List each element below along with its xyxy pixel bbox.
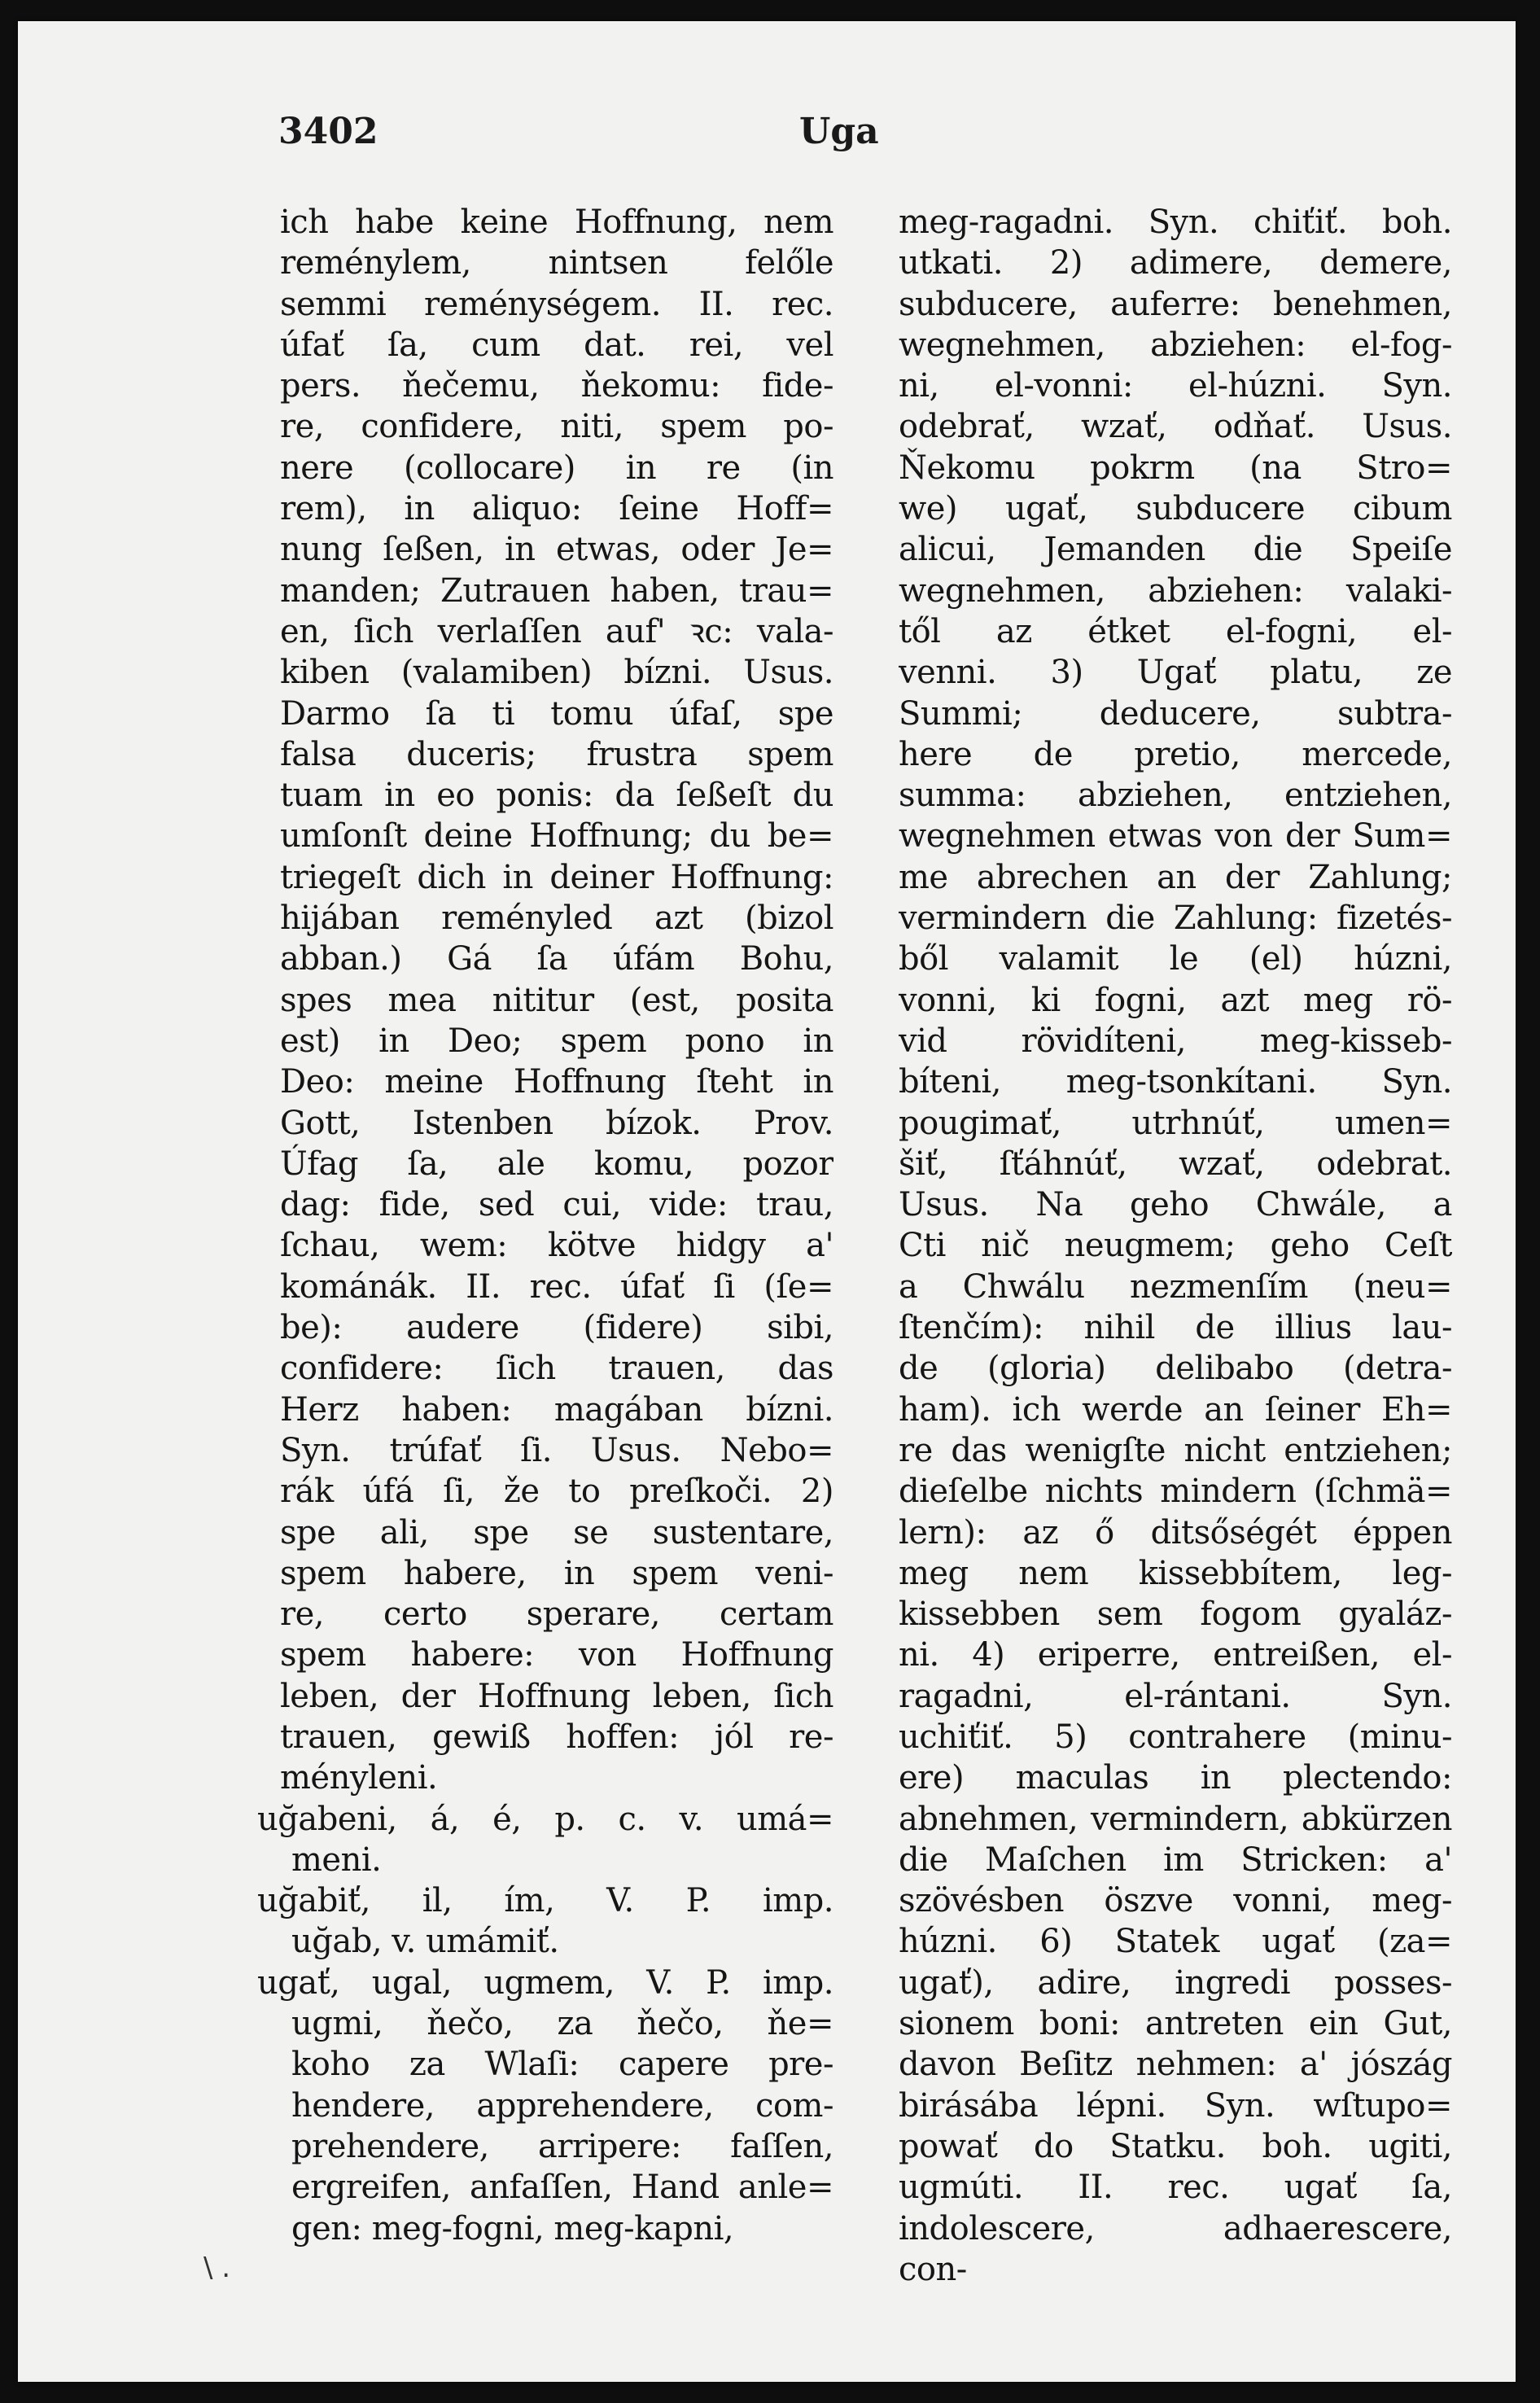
text-line: Gott, Istenben bízok. Prov. — [280, 1104, 833, 1142]
text-line: Deo: meine Hoffnung ſteht in — [280, 1063, 833, 1101]
book-page — [18, 21, 1516, 2382]
text-line: vid rövidíteni, meg-kisseb- — [899, 1022, 1452, 1060]
text-line: től az étket el-fogni, el- — [899, 612, 1452, 650]
page-header — [278, 111, 1410, 168]
text-line: kománák. II. rec. úfať ſi (ſe= — [280, 1267, 833, 1306]
text-line: venni. 3) Ugať platu, ze — [899, 654, 1452, 692]
text-line: Usus. Na geho Chwále, a — [899, 1186, 1452, 1224]
text-line: koho za Wlaſi: capere pre- — [291, 2046, 833, 2084]
text-line: re, confidere, niti, spem po- — [280, 408, 833, 446]
text-line: spe ali, spe se sustentare, — [280, 1513, 833, 1552]
text-line: ni. 4) eriperre, entreißen, el- — [899, 1636, 1452, 1674]
text-line: vonni, ki fogni, azt meg rö- — [899, 981, 1452, 1019]
text-line: rák úfá ſi, že to preſkoči. 2) — [280, 1473, 833, 1511]
text-line: meni. — [291, 1841, 382, 1879]
text-line: Syn. trúfať ſi. Usus. Nebo= — [280, 1431, 833, 1469]
text-line: uğabeni, á, é, p. c. v. umá= — [257, 1800, 833, 1838]
text-line: kissebben sem fogom gyaláz- — [899, 1595, 1452, 1634]
text-line: meg nem kissebbítem, leg- — [899, 1554, 1452, 1592]
text-line: triegeſt dich in deiner Hoffnung: — [280, 858, 833, 896]
text-line: ſtenčím): nihil de illius lau- — [899, 1309, 1452, 1347]
text-line: ugať), adire, ingredi posses- — [899, 1963, 1452, 2002]
text-line: summa: abziehen, entziehen, — [899, 777, 1452, 815]
text-line: úfať ſa, cum dat. rei, vel — [280, 326, 833, 364]
text-line: Cti nič neugmem; geho Ceſt — [899, 1227, 1452, 1265]
text-line: manden; Zutrauen haben, trau= — [280, 571, 833, 610]
text-line: uchiťiť. 5) contrahere (minu- — [899, 1718, 1452, 1756]
text-line: reménylem, nintsen felőle — [280, 244, 833, 282]
left-column — [257, 202, 833, 2249]
text-line: bíteni, meg-tsonkítani. Syn. — [899, 1063, 1452, 1101]
text-line: rem), in aliquo: ſeine Hoff= — [280, 490, 833, 528]
text-line: spem habere: von Hoffnung — [280, 1636, 833, 1674]
margin-mark: \ . — [203, 2252, 231, 2284]
text-line: nere (collocare) in re (in — [280, 449, 833, 487]
text-line: here de pretio, mercede, — [899, 735, 1452, 773]
text-line: ményleni. — [280, 1759, 438, 1797]
text-line: vermindern die Zahlung: fizetés- — [899, 899, 1452, 938]
text-line: abban.) Gá ſa úfám Bohu, — [280, 940, 833, 978]
text-line: falsa duceris; frustra spem — [280, 735, 833, 773]
text-line: utkati. 2) adimere, demere, — [899, 244, 1452, 282]
text-line: subducere, auferre: benehmen, — [899, 285, 1452, 323]
text-line: ugmi, ňečo, za ňečo, ňe= — [291, 2005, 833, 2043]
text-line: pers. ňečemu, ňekomu: fide- — [280, 367, 833, 405]
text-line: re, certo sperare, certam — [280, 1595, 833, 1634]
text-line: ere) maculas in plectendo: — [899, 1759, 1452, 1797]
text-line: uğabiť, il, ím, V. P. imp. — [257, 1882, 833, 1920]
text-line: con- — [899, 2250, 967, 2288]
text-line: birásába lépni. Syn. wſtupo= — [899, 2086, 1452, 2125]
text-line: Úfag ſa, ale komu, pozor — [280, 1145, 833, 1183]
text-line: leben, der Hoffnung leben, ſich — [280, 1677, 833, 1715]
text-line: odebrať, wzať, odňať. Usus. — [899, 408, 1452, 446]
text-line: wegnehmen etwas von der Sum= — [899, 817, 1452, 856]
text-line: tuam in eo ponis: da ſeßeſt du — [280, 777, 833, 815]
text-line: trauen, gewiß hoffen: jól re- — [280, 1718, 833, 1756]
text-line: umſonſt deine Hoffnung; du be= — [280, 817, 833, 856]
text-line: šiť, ſťáhnúť, wzať, odebrat. — [899, 1145, 1452, 1183]
text-line: est) in Deo; spem pono in — [280, 1022, 833, 1060]
text-line: Darmo ſa ti tomu úfaſ, spe — [280, 694, 833, 733]
text-line: gen: meg-fogni, meg-kapni, — [291, 2209, 734, 2248]
text-line: húzni. 6) Statek ugať (za= — [899, 1923, 1452, 1961]
text-line: ham). ich werde an ſeiner Eh= — [899, 1390, 1452, 1429]
text-line: wegnehmen, abziehen: el-fog- — [899, 326, 1452, 364]
text-line: confidere: ſich trauen, das — [280, 1350, 833, 1388]
text-line: me abrechen an der Zahlung; — [899, 858, 1452, 896]
text-line: be): audere (fidere) sibi, — [280, 1309, 833, 1347]
text-line: re das wenigſte nicht entziehen; — [899, 1431, 1452, 1469]
text-line: pougimať, utrhnúť, umen= — [899, 1104, 1452, 1142]
text-line: prehendere, arripere: faſſen, — [291, 2127, 833, 2165]
text-line: meg-ragadni. Syn. chiťiť. boh. — [899, 204, 1452, 241]
text-line: indolescere, adhaerescere, — [899, 2209, 1452, 2248]
running-head: Uga — [799, 111, 879, 152]
text-line: nung ſeßen, in etwas, oder Je= — [280, 531, 833, 569]
text-line: ergreifen, anfaſſen, Hand anle= — [291, 2169, 833, 2207]
text-line: Summi; deducere, subtra- — [899, 694, 1452, 733]
text-line: we) ugať, subducere cibum — [899, 490, 1452, 528]
text-line: szövésben öszve vonni, meg- — [899, 1882, 1452, 1920]
text-line: Herz haben: magában bízni. — [280, 1390, 833, 1429]
page-number: 3402 — [278, 111, 378, 152]
text-line: kiben (valamiben) bízni. Usus. — [280, 654, 833, 692]
text-line: hendere, apprehendere, com- — [291, 2086, 833, 2125]
text-line: die Maſchen im Stricken: a' — [899, 1841, 1452, 1879]
text-line: spes mea nititur (est, posita — [280, 981, 833, 1019]
text-line: uğab, v. umámiť. — [291, 1923, 559, 1961]
text-line: a Chwálu nezmenſím (neu= — [899, 1267, 1452, 1306]
text-line: ugmúti. II. rec. ugať ſa, — [899, 2169, 1452, 2207]
text-line: abnehmen, vermindern, abkürzen — [899, 1800, 1452, 1838]
text-line: ſchau, wem: kötve hidgy a' — [280, 1227, 833, 1265]
text-line: alicui, Jemanden die Speiſe — [899, 531, 1452, 569]
text-line: ich habe keine Hoffnung, nem — [280, 204, 833, 241]
text-line: de (gloria) delibabo (detra- — [899, 1350, 1452, 1388]
text-line: powať do Statku. boh. ugiti, — [899, 2127, 1452, 2165]
text-line: dieſelbe nichts mindern (ſchmä= — [899, 1473, 1452, 1511]
text-line: lern): az ő ditsőségét éppen — [899, 1513, 1452, 1552]
text-line: ni, el-vonni: el-húzni. Syn. — [899, 367, 1452, 405]
text-line: en, ſich verlaſſen auf' ꝛc: vala- — [280, 612, 833, 650]
text-line: sionem boni: antreten ein Gut, — [899, 2005, 1452, 2043]
text-line: hijában reményled azt (bizol — [280, 899, 833, 938]
text-line: davon Beſitz nehmen: a' jószág — [899, 2046, 1452, 2084]
text-line: spem habere, in spem veni- — [280, 1554, 833, 1592]
text-line: semmi reménységem. II. rec. — [280, 285, 833, 323]
text-line: wegnehmen, abziehen: valaki- — [899, 571, 1452, 610]
text-line: ugať, ugal, ugmem, V. P. imp. — [257, 1963, 833, 2002]
text-line: ből valamit le (el) húzni, — [899, 940, 1452, 978]
text-line: Ňekomu pokrm (na Stro= — [899, 449, 1452, 487]
text-line: dag: fide, sed cui, vide: trau, — [280, 1186, 833, 1224]
right-column — [899, 202, 1452, 2290]
text-line: ragadni, el-rántani. Syn. — [899, 1677, 1452, 1715]
